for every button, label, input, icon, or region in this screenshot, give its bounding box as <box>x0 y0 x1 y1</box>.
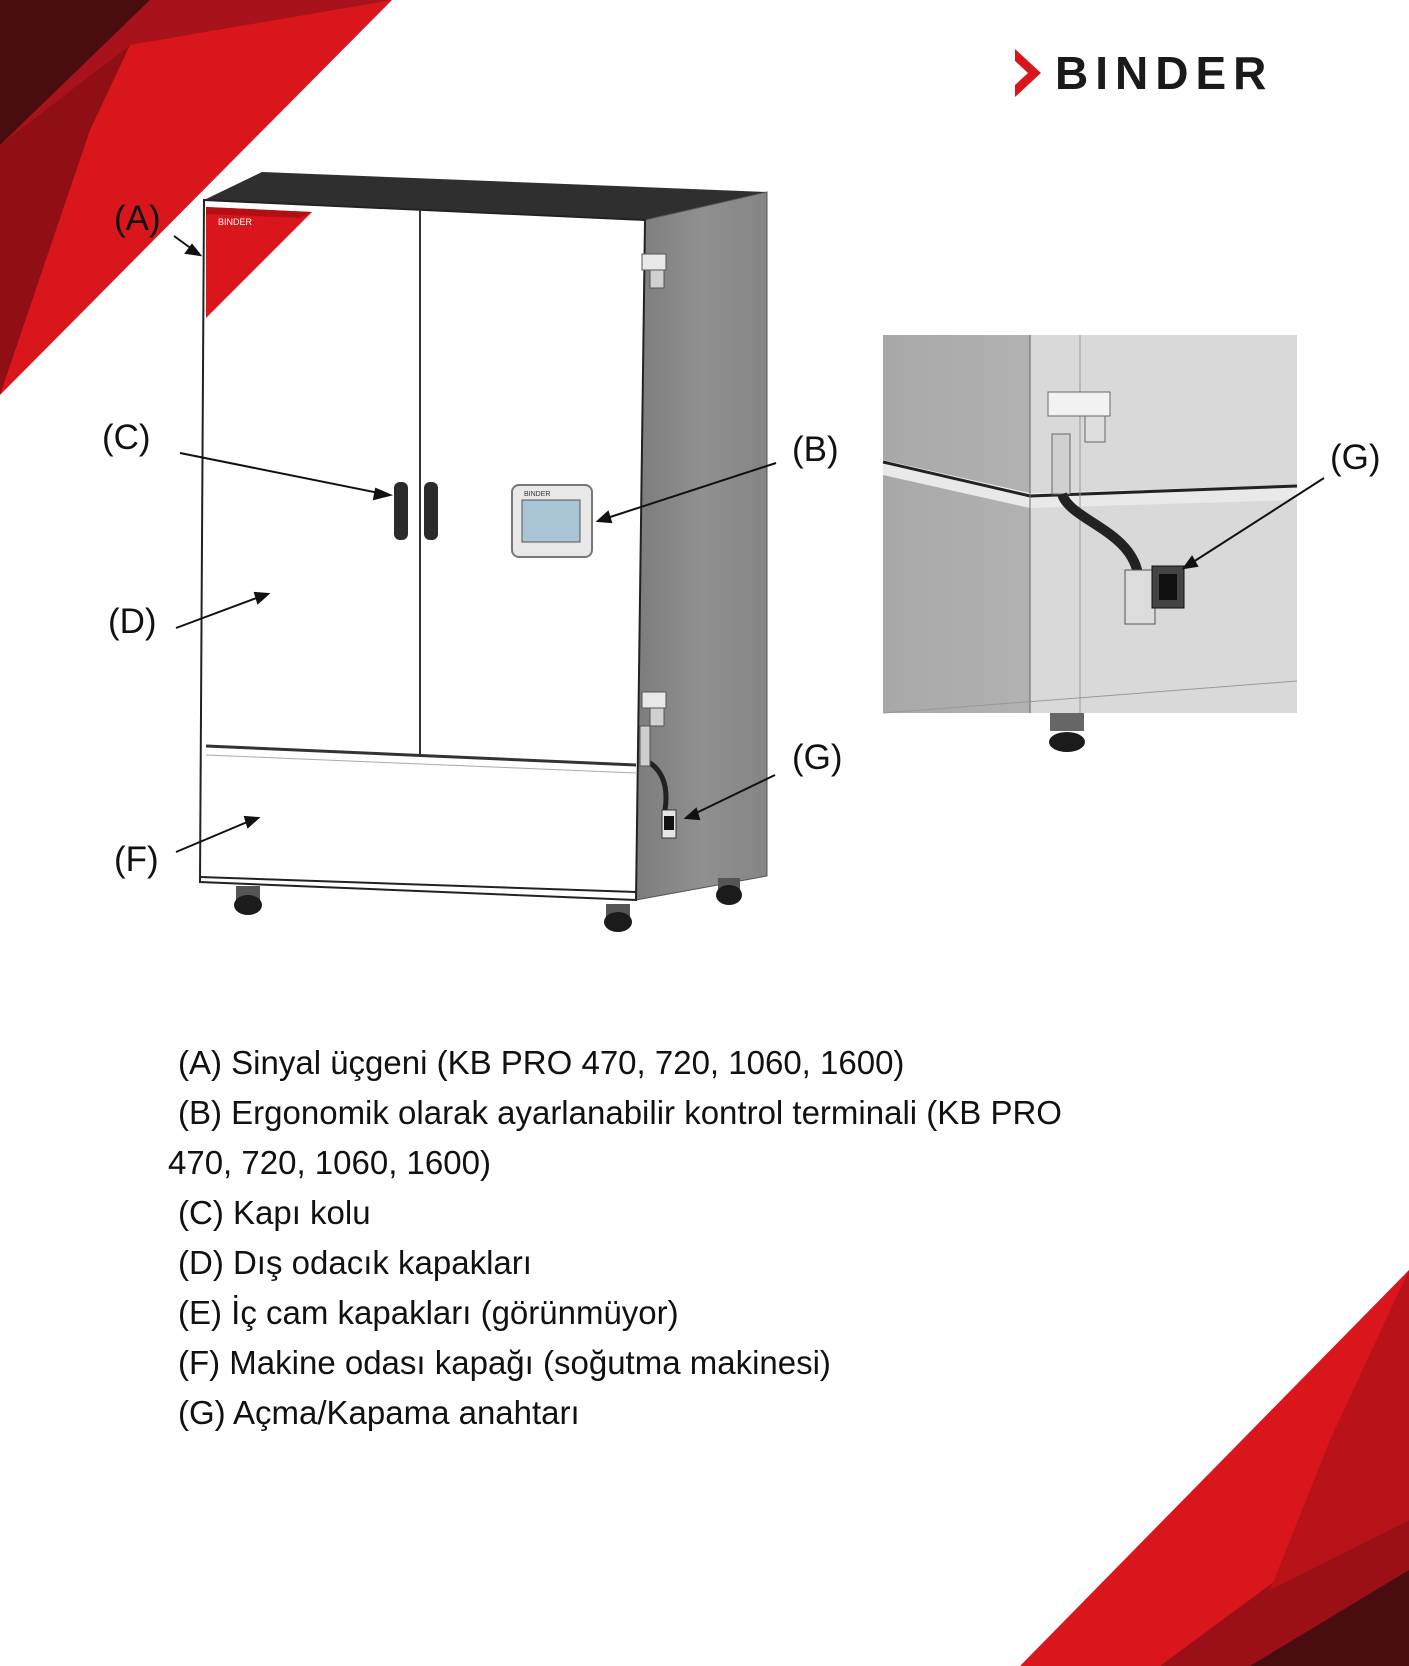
device-brand-label: BINDER <box>218 217 253 227</box>
wheel <box>234 886 262 915</box>
door-handle-right <box>424 482 438 540</box>
legend-item: (C) Kapı kolu <box>178 1194 371 1231</box>
cabinet-side <box>636 192 767 900</box>
legend-list <box>168 1038 1062 1438</box>
callout-a: (A) <box>114 199 161 238</box>
door-handle-left <box>394 482 408 540</box>
legend-item: (G) Açma/Kapama anahtarı <box>178 1394 580 1431</box>
callout-d: (D) <box>108 602 157 641</box>
legend-item: (F) Makine odası kapağı (soğutma makinesi) <box>178 1344 831 1381</box>
detail-view <box>883 335 1324 752</box>
legend-item <box>168 1138 1062 1188</box>
callout-f: (F) <box>114 840 159 879</box>
legend-item: (D) Dış odacık kapakları <box>178 1244 532 1281</box>
legend-item: (A) Sinyal üçgeni (KB PRO 470, 720, 1060, 1600) <box>178 1044 905 1081</box>
callout-g-main: (G) <box>792 738 843 777</box>
callout-c: (C) <box>102 418 151 457</box>
wheel <box>716 878 742 905</box>
wheel <box>604 904 632 932</box>
callout-g-detail: (G) <box>1330 438 1381 477</box>
corner-decoration-bottom-right <box>1020 1270 1409 1666</box>
brand-name: BINDER <box>1055 47 1274 99</box>
terminal-brand-label: BINDER <box>524 491 551 498</box>
legend-item-continuation: 470, 720, 1060, 1600) <box>168 1144 491 1181</box>
legend-item: (E) İç cam kapakları (görünmüyor) <box>178 1294 679 1331</box>
legend-item: (B) Ergonomik olarak ayarlanabilir kontrol terminali (KB PRO <box>178 1094 1062 1131</box>
callout-b: (B) <box>792 430 839 469</box>
